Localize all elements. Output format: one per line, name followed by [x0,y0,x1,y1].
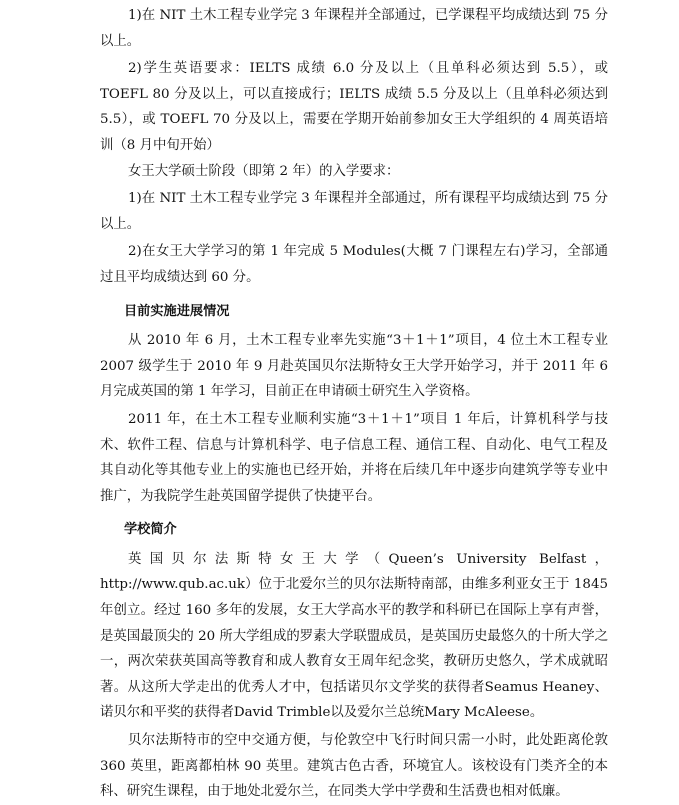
paragraph-masters-modules-requirement: 2)在女王大学学习的第 1 年完成 5 Modules(大概 7 门课程左右)学习，全部通过且平均成绩达到 60 分。 [100,244,608,285]
section-heading-school-intro: 学校简介 [124,522,177,538]
paragraph-progress-2010: 从 2010 年 6 月，土木工程专业率先实施“3＋1＋1”项目，4 位土木工程专业 2007 级学生于 2010 年 9 月赴英国贝尔法斯特女王大学开始学习，并于 2011 年 6 月完成英国的第 1 年学习，目前正在申请硕士研究生入学资格。 [100,333,608,400]
paragraph-course-requirement: 1)在 NIT 土木工程专业学完 3 年课程并全部通过，已学课程平均成绩达到 75 分以上。 [100,8,608,49]
paragraph-school-overview: 英国贝尔法斯特女王大学（Queen’s University Belfast，http://www.qub.ac.uk）位于北爱尔兰的贝尔法斯特南部，由维多利亚女王于 1845 年创立。经过 160 多年的发展，女王大学高水平的教学和科研已在国际上享有声誉，是英国最顶尖的 20 所大学组成的罗素大学联盟成员，是英国历史最悠久的十所大学之一，两次荣获英国高等教育和成人教育女王周年纪念奖，教研历史悠久，学术成就昭著。从这所大学走出的优秀人才中，包括诺贝尔文学奖的获得者Seamus Heaney、诺贝尔和平奖的获得者David Trimble以及爱尔兰总统Mary McAleese。 [100,551,608,721]
paragraph-progress-2011: 2011 年，在土木工程专业顺利实施“3＋1＋1”项目 1 年后，计算机科学与技术、软件工程、信息与计算机科学、电子信息工程、通信工程、自动化、电气工程及其自动化等其他专业上的实施也已经开始，并将在后续几年中逐步向建筑学等专业中推广，为我院学生赴英国留学提供了快捷平台。 [100,411,608,504]
paragraph-city-overview: 贝尔法斯特市的空中交通方便，与伦敦空中飞行时间只需一小时，此处距离伦敦 360 英里，距离都柏林 90 英里。建筑古色古香，环境宜人。该校设有门类齐全的本科、研究生课程，由于地处北爱尔兰，在同类大学中学费和生活费也相对低廉。 [100,733,608,800]
paragraph-masters-course-requirement: 1)在 NIT 土木工程专业学完 3 年课程并全部通过，所有课程平均成绩达到 75 分以上。 [100,191,608,232]
paragraph-masters-intro: 女王大学硕士阶段（即第 2 年）的入学要求： [128,163,400,179]
section-heading-progress: 目前实施进展情况 [124,303,230,319]
document-page [100,3,608,805]
paragraph-english-requirement: 2)学生英语要求：IELTS 成绩 6.0 分及以上（且单科必须达到 5.5），或 TOEFL 80 分及以上，可以直接成行；IELTS 成绩 5.5 分及以上（且单科必须达到 5.5），或 TOEFL 70 分及以上，需要在学期开始前参加女王大学组织的 4 周英语培训（8 月中旬开始） [100,61,608,153]
